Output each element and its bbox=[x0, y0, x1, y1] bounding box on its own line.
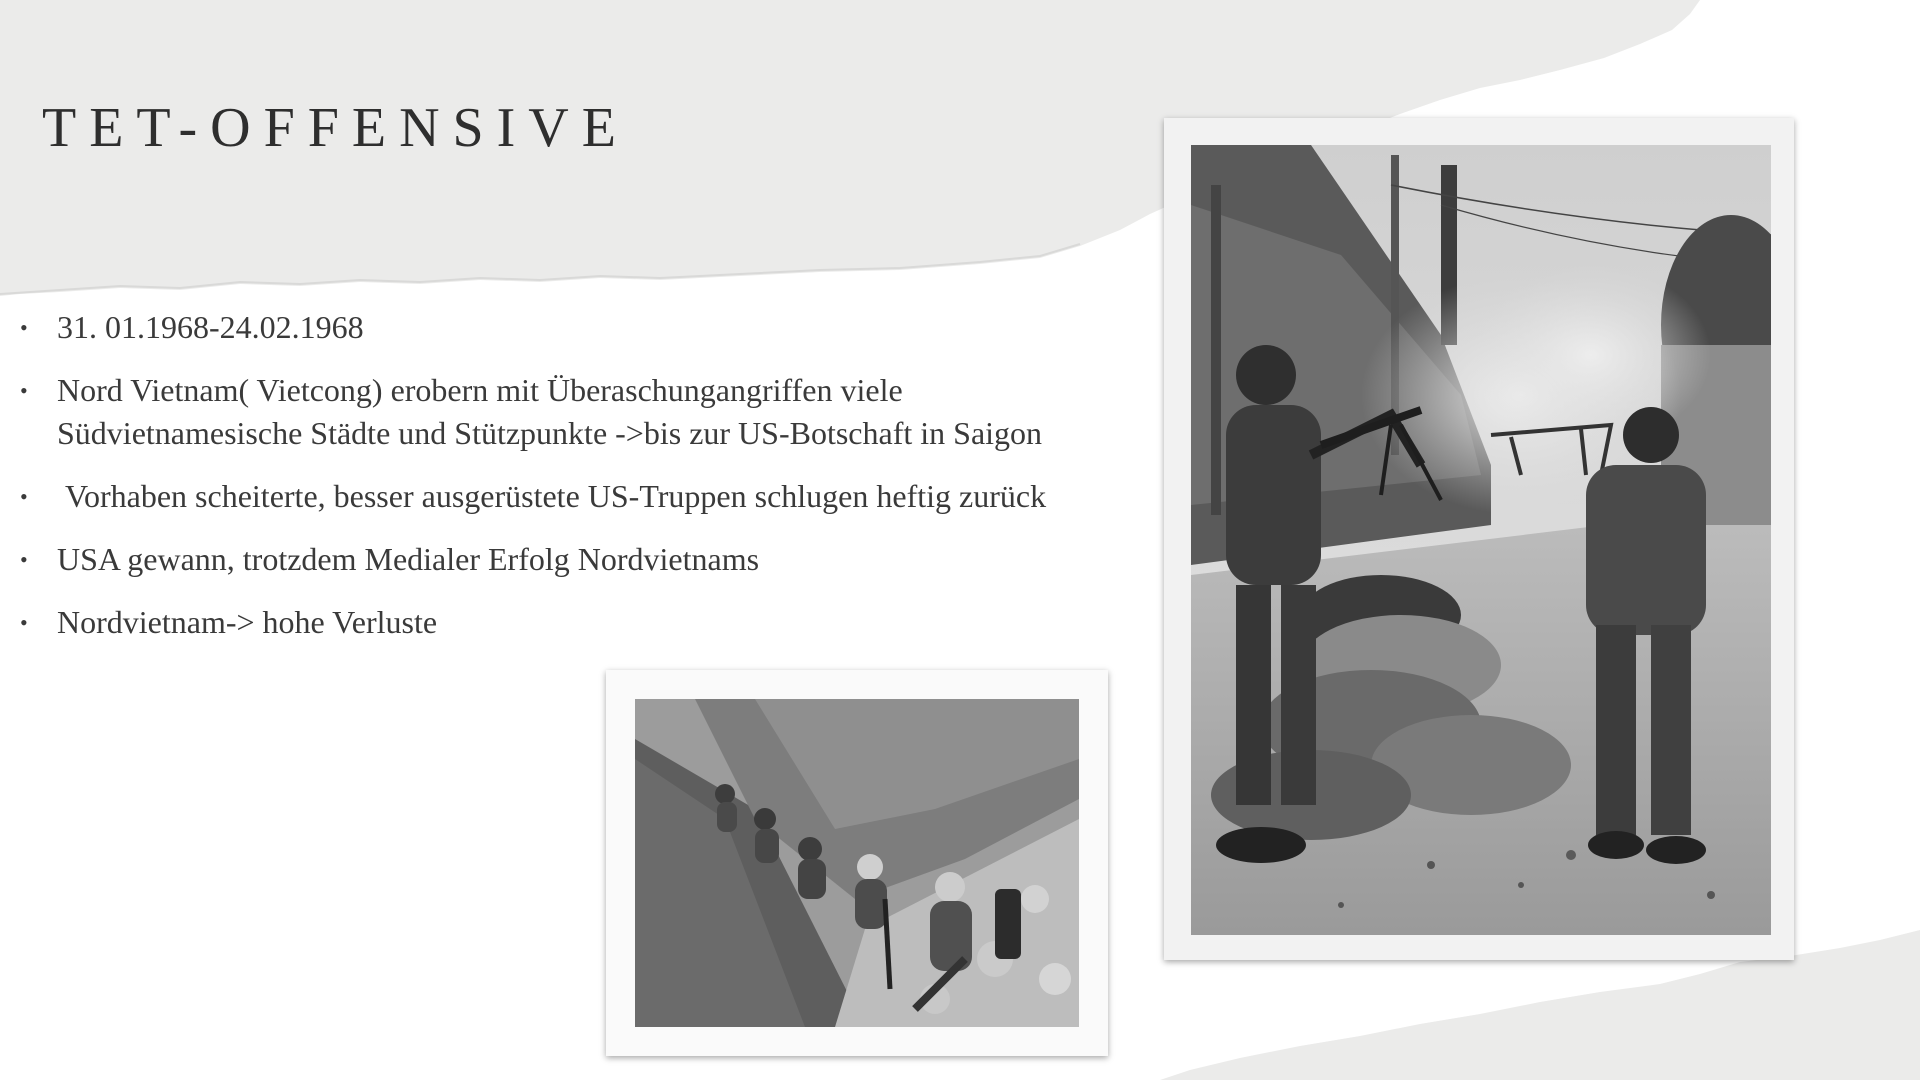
bullet-dot-icon: • bbox=[20, 378, 28, 403]
photo-frame-trench-soldiers bbox=[606, 670, 1108, 1056]
bullet-dot-icon: • bbox=[20, 315, 28, 340]
bullet-item bbox=[20, 475, 1057, 518]
bullet-item bbox=[20, 601, 1140, 644]
bullet-item bbox=[20, 306, 1140, 349]
bullet-item bbox=[20, 538, 1140, 581]
bullet-dot-icon: • bbox=[20, 610, 28, 635]
bullet-date-range: 31. 01.1968-24.02.1968 bbox=[57, 309, 364, 345]
trench-soldiers-photo bbox=[635, 699, 1079, 1027]
bullet-attack-description: Nord Vietnam( Vietcong) erobern mit Überaschungangriffen viele Südvietnamesische Städte und Stützpunkte ->bis zur US-Botschaft in Saigon bbox=[57, 372, 1043, 451]
bullet-dot-icon: • bbox=[20, 484, 28, 509]
bullet-failure-description: Vorhaben scheiterte, besser ausgerüstete US-Truppen schlugen heftig zurück bbox=[57, 478, 1047, 514]
bullet-dot-icon: • bbox=[20, 547, 28, 572]
bullet-losses-description: Nordvietnam-> hohe Verluste bbox=[57, 604, 438, 640]
street-combat-photo bbox=[1191, 145, 1771, 935]
bullet-item bbox=[20, 369, 1140, 455]
bullet-outcome-description: USA gewann, trotzdem Medialer Erfolg Nordvietnams bbox=[57, 541, 760, 577]
photo-frame-street-combat bbox=[1164, 118, 1794, 960]
bullet-list bbox=[20, 306, 1140, 664]
slide-title: TET-OFFENSIVE bbox=[42, 97, 629, 159]
